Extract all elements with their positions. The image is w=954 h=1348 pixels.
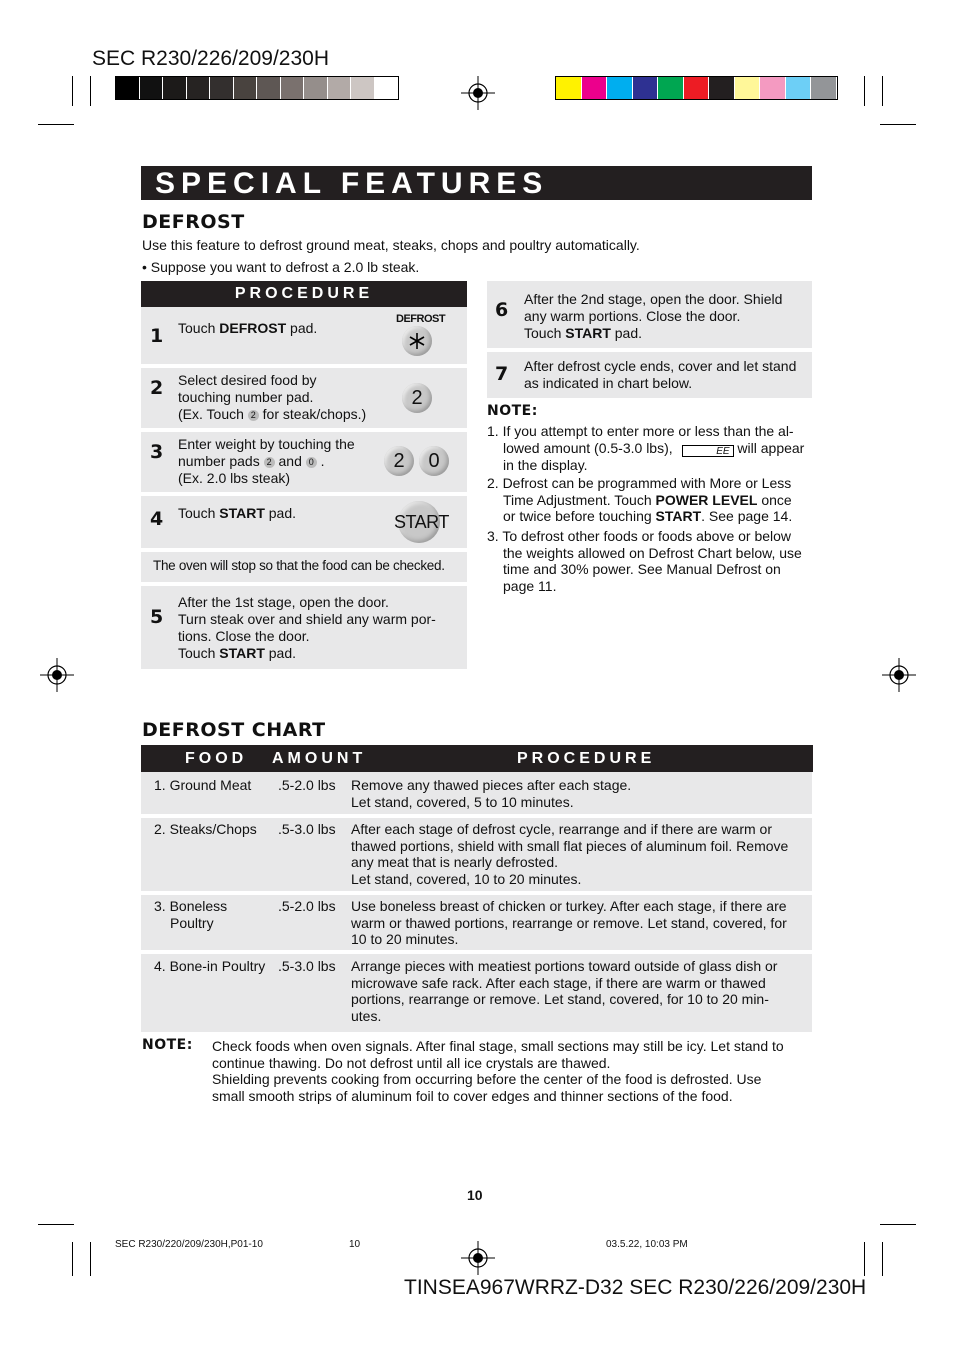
note-heading: NOTE:: [487, 403, 538, 419]
color-swatch: [658, 77, 684, 99]
color-swatch: [163, 77, 187, 99]
color-swatch: [556, 77, 582, 99]
color-swatch: [187, 77, 211, 99]
procedure-cell: After each stage of defrost cycle, rearrange and if there are warm or thawed portions, shield with small flat pieces of aluminum foil. Remove any meat that is nearly defrosted. Let stand, covered, 10 to 20 minutes.: [351, 821, 789, 887]
food-cell: 3. Boneless Poultry: [154, 898, 228, 931]
col-procedure: PROCEDURE: [517, 750, 656, 767]
start-pad-label: START: [394, 512, 449, 532]
color-swatch: [116, 77, 140, 99]
step-1: [141, 307, 467, 364]
chart-row-steaks-chops: [141, 818, 812, 891]
procedure-header: PROCEDURE: [141, 281, 467, 307]
amount-cell: .5-2.0 lbs: [278, 777, 336, 793]
color-swatch: [257, 77, 281, 99]
footer-title: TINSEA967WRRZ-D32 SEC R230/226/209/230H: [404, 1276, 867, 1299]
color-swatch: [811, 77, 837, 99]
color-swatch: [304, 77, 328, 99]
step-text: After the 2nd stage, open the door. Shield any warm portions. Close the door. Touch START pad.: [524, 291, 783, 341]
crop-mark: [90, 1242, 91, 1276]
crop-mark: [864, 76, 865, 106]
color-swatch: [375, 77, 399, 99]
page-number: 10: [467, 1187, 483, 1203]
col-amount: AMOUNT: [272, 750, 367, 767]
header-title: SEC R230/226/209/230H: [92, 47, 329, 70]
color-swatch: [582, 77, 608, 99]
color-swatch: [328, 77, 352, 99]
color-swatch: [210, 77, 234, 99]
registration-mark-icon: [461, 76, 495, 110]
bottom-note-text: Check foods when oven signals. After final stage, small sections may still be icy. Let stand to continue thawing. Do not defrost until all ice crystals are thawed. Shielding prevents cooking from occurring before the center of the food is defrosted. Use small smooth strips of aluminum foil to cover edges and thinner sections of the food.: [212, 1038, 784, 1104]
number-pad-0[interactable]: 0: [419, 446, 449, 476]
color-swatch: [786, 77, 812, 99]
step-text: Touch START pad.: [178, 505, 297, 521]
amount-cell: .5-3.0 lbs: [278, 958, 336, 974]
chart-header-row: [141, 745, 813, 772]
step-number: 1: [150, 325, 164, 347]
step-number: 2: [150, 377, 164, 399]
chart-row-ground-meat: [141, 772, 812, 814]
step-text: Enter weight by touching the number pads 2 and 0 . (Ex. 2.0 lbs steak): [178, 436, 355, 486]
step-number: 4: [150, 508, 164, 530]
step-2: [141, 368, 467, 428]
food-cell: 2. Steaks/Chops: [154, 821, 257, 837]
food-cell: 1. Ground Meat: [154, 777, 252, 793]
color-swatch: [281, 77, 305, 99]
crop-mark: [38, 124, 74, 125]
oven-stop-note: [141, 552, 467, 582]
number-pad-2[interactable]: 2: [402, 383, 432, 413]
color-swatch: [234, 77, 258, 99]
color-swatch: [140, 77, 164, 99]
note-item-2: 2. Defrost can be programmed with More or Less Time Adjustment. Touch POWER LEVEL once or twice before touching START. See page 14.: [487, 475, 793, 524]
color-swatch-strip: [555, 76, 838, 100]
footer-file: SEC R230/220/209/230H,P01-10: [115, 1239, 263, 1250]
crop-mark: [880, 124, 916, 125]
step-text: Select desired food by touching number pad. (Ex. Touch 2 for steak/chops.): [178, 372, 367, 422]
food-cell: 4. Bone-in Poultry: [154, 958, 266, 974]
defrost-pad-label: DEFROST: [396, 313, 446, 325]
step-number: 3: [150, 441, 164, 463]
number-pad-2[interactable]: 2: [384, 446, 414, 476]
color-swatch: [351, 77, 375, 99]
oven-stop-text: The oven will stop so that the food can be checked.: [153, 558, 445, 573]
step-number: 7: [495, 363, 509, 385]
step-6: [487, 281, 812, 348]
crop-mark: [72, 76, 73, 106]
color-swatch: [709, 77, 735, 99]
defrost-suppose: • Suppose you want to defrost a 2.0 lb steak.: [142, 259, 420, 275]
gray-swatch-strip: [115, 76, 399, 100]
step-7: [487, 352, 812, 398]
step-number: 6: [495, 299, 509, 321]
note-item-3: 3. To defrost other foods or foods above or below the weights allowed on Defrost Chart below, use time and 30% power. See Manual Defrost on page 11.: [487, 528, 802, 594]
step-text: After the 1st stage, open the door. Turn steak over and shield any warm por- tions. Close the door. Touch START pad.: [178, 594, 436, 661]
step-5: [141, 586, 467, 669]
step-number: 5: [150, 606, 164, 628]
crop-mark: [882, 76, 883, 106]
registration-mark-icon: [882, 658, 916, 692]
crop-mark: [864, 1242, 865, 1276]
crop-mark: [882, 1242, 883, 1276]
defrost-intro: Use this feature to defrost ground meat, steaks, chops and poultry automatically.: [142, 237, 640, 253]
crop-mark: [38, 1224, 74, 1225]
display-indicator: EE: [682, 445, 734, 457]
procedure-cell: Remove any thawed pieces after each stage. Let stand, covered, 5 to 10 minutes.: [351, 777, 632, 810]
color-swatch: [760, 77, 786, 99]
chart-row-bone-in-poultry: [141, 954, 812, 1032]
step-text: Touch DEFROST pad.: [178, 320, 318, 336]
step-4: [141, 496, 467, 548]
footer-page: 10: [349, 1239, 361, 1250]
defrost-heading: DEFROST: [142, 211, 245, 233]
color-swatch: [607, 77, 633, 99]
defrost-pad[interactable]: [402, 326, 432, 356]
bottom-note-heading: NOTE:: [142, 1037, 193, 1053]
note-item-1: 1. If you attempt to enter more or less than the al- lowed amount (0.5-3.0 lbs), EE will appear in the display.: [487, 423, 805, 473]
chart-heading: DEFROST CHART: [142, 719, 326, 741]
section-banner: SPECIAL FEATURES: [141, 166, 812, 200]
crop-mark: [880, 1224, 916, 1225]
registration-mark-icon: [461, 1241, 495, 1275]
amount-cell: .5-3.0 lbs: [278, 821, 336, 837]
registration-mark-icon: [40, 658, 74, 692]
snowflake-icon: [402, 326, 432, 356]
step-text: After defrost cycle ends, cover and let stand as indicated in chart below.: [524, 358, 797, 391]
amount-cell: .5-2.0 lbs: [278, 898, 336, 914]
color-swatch: [735, 77, 761, 99]
col-food: FOOD: [185, 750, 248, 767]
color-swatch: [633, 77, 659, 99]
color-swatch: [684, 77, 710, 99]
chart-row-boneless-poultry: [141, 895, 812, 950]
procedure-cell: Use boneless breast of chicken or turkey. After each stage, if there are warm or thawed portions, rearrange or remove. Let stand, covered, for 10 to 20 minutes.: [351, 898, 787, 947]
step-3: [141, 432, 467, 492]
procedure-cell: Arrange pieces with meatiest portions toward outside of glass dish or microwave safe rack. After each stage, if there are warm or thawed portions, rearrange or remove. Let stand, covered, for 10 to 20 min- utes.: [351, 958, 778, 1024]
crop-mark: [90, 76, 91, 106]
footer-datetime: 03.5.22, 10:03 PM: [606, 1239, 688, 1250]
crop-mark: [72, 1242, 73, 1276]
